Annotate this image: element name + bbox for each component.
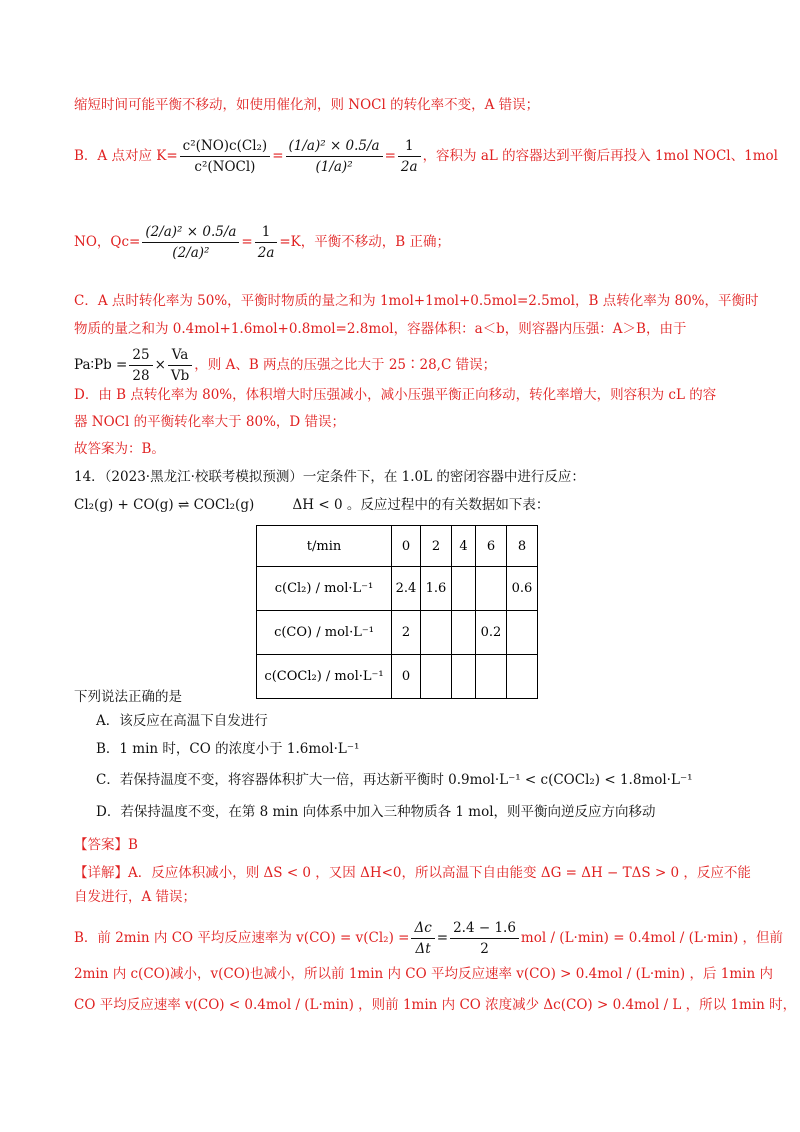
rate-fraction-2-denominator: 2 (450, 938, 519, 959)
detail-b-line-1 (74, 918, 783, 959)
detail-b-line-3: CO 平均反应速率 v(CO) < 0.4mol / (L·min) ，则前 1min 内 CO 浓度减少 Δc(CO) > 0.4mol / L ，所以 1min 时， (74, 997, 797, 1013)
detail-line-2: 自发进行，A 错误； (74, 889, 197, 905)
option-b-k-line (74, 136, 778, 177)
option-d-line-1: D．由 B 点转化率为 80%，体积增大时压强减小，减小压强平衡正向移动，转化率增大，则容积为 cL 的容 (74, 387, 717, 403)
times-sign: × (154, 357, 166, 373)
table-cell: 1.6 (421, 567, 452, 611)
option-b-prefix: B．A 点对应 K= (74, 148, 178, 164)
option-c-line-1: C．A 点时转化率为 50%，平衡时物质的量之和为 1mol+1mol+0.5mol=2.5mol，B 点转化率为 80%，平衡时 (74, 293, 759, 309)
table-cell: 0 (392, 655, 421, 699)
detail-label: 【详解】 (74, 865, 128, 881)
table-cell (507, 655, 538, 699)
rate-fraction-1-denominator: Δt (411, 938, 434, 959)
table-cell (452, 567, 476, 611)
reaction-line (74, 496, 549, 514)
pressure-fraction-2-numerator: Va (171, 347, 189, 363)
k-result-fraction (398, 136, 421, 177)
table-cell (507, 611, 538, 655)
equals-sign: = (272, 148, 284, 164)
option-b-tail: ，容积为 aL 的容器达到平衡后再投入 1mol NOCl、1mol (422, 148, 778, 164)
table-cell (421, 655, 452, 699)
table-cell (476, 655, 507, 699)
table-header-cell: 8 (507, 526, 538, 567)
detail-b-prefix: B．前 2min 内 CO 平均反应速率为 v(CO) = v(Cl₂) = (74, 930, 410, 946)
qc-fraction (142, 222, 239, 263)
answer-line (74, 836, 138, 854)
qc-result-fraction (255, 222, 278, 263)
rate-fraction-2-numerator: 2.4 − 1.6 (453, 920, 516, 936)
qc-line (74, 222, 450, 263)
option-b: B．1 min 时，CO 的浓度小于 1.6mol·L⁻¹ (96, 741, 360, 757)
table-header-cell: 0 (392, 526, 421, 567)
answer-label: 【答案】 (74, 837, 128, 853)
option-d: D．若保持温度不变，在第 8 min 向体系中加入三种物质各 1 mol，则平衡向逆反应方向移动 (96, 804, 656, 820)
table-cell (476, 567, 507, 611)
rate-fraction-1-numerator: Δc (414, 920, 432, 936)
pressure-fraction-2-denominator: Vb (168, 365, 192, 386)
pressure-fraction-2 (168, 345, 192, 386)
qc-result-denominator: 2a (255, 242, 278, 263)
k-substitution-numerator: (1/a)² × 0.5/a (288, 138, 380, 154)
k-result-numerator: 1 (404, 138, 414, 154)
pressure-fraction-1-denominator: 28 (129, 365, 152, 386)
qc-result-numerator: 1 (261, 224, 271, 240)
table-cell: c(CO) / mol·L⁻¹ (257, 611, 392, 655)
qc-numerator: (2/a)² × 0.5/a (145, 224, 237, 240)
question-prompt: 下列说法正确的是 (74, 689, 182, 705)
table-header-cell: 2 (421, 526, 452, 567)
table-cell: c(Cl₂) / mol·L⁻¹ (257, 567, 392, 611)
detail-text-a: A．反应体积减小，则 ΔS < 0 ，又因 ΔH<0，所以高温下自由能变 ΔG = ΔH − TΔS > 0 ，反应不能 (128, 865, 751, 881)
table-cell: 0.6 (507, 567, 538, 611)
detail-line-1 (74, 864, 751, 882)
k-substitution-fraction (286, 136, 383, 177)
option-a: A．该反应在高温下自发进行 (96, 713, 268, 729)
answer-value: B (128, 837, 138, 853)
option-c-line-3 (74, 345, 496, 386)
qc-tail: =K，平衡不移动，B 正确； (279, 234, 450, 250)
table-cell (452, 611, 476, 655)
rate-fraction-2 (450, 918, 519, 959)
k-result-denominator: 2a (398, 156, 421, 177)
table-cell: 0.2 (476, 611, 507, 655)
option-d-line-2: 器 NOCl 的平衡转化率大于 80%，D 错误； (74, 414, 346, 430)
table-header-cell: 4 (452, 526, 476, 567)
option-c: C．若保持温度不变，将容器体积扩大一倍，再达新平衡时 0.9mol·L⁻¹ < c(COCl₂) < 1.8mol·L⁻¹ (96, 772, 693, 788)
k-denominator: c²(NOCl) (180, 156, 271, 177)
pressure-fraction-1 (129, 345, 152, 386)
equals-sign-2: = (384, 148, 396, 164)
option-c-tail: ，则 A、B 两点的压强之比大于 25∶28,C 错误； (194, 357, 497, 373)
k-numerator: c²(NO)c(Cl₂) (182, 138, 268, 154)
qc-prefix: NO，Qc= (74, 234, 141, 250)
data-table (256, 525, 538, 699)
table-cell: c(COCl₂) / mol·L⁻¹ (257, 655, 392, 699)
detail-b-line-2: 2min 内 c(CO)减小，v(CO)也减小，所以前 1min 内 CO 平均反应速率 v(CO) > 0.4mol / (L·min) ，后 1min 内 (74, 966, 773, 982)
rate-equals: = (436, 930, 449, 946)
pressure-ratio-prefix: Pa∶Pb = (74, 357, 128, 373)
table-row (257, 567, 538, 611)
table-cell (452, 655, 476, 699)
table-header-row (257, 526, 538, 567)
table-cell: 2 (392, 611, 421, 655)
qc-equals: = (241, 234, 253, 250)
question-14-stem: 14．（2023·黑龙江·校联考模拟预测）一定条件下，在 1.0L 的密闭容器中进行反应： (74, 469, 585, 485)
rate-fraction-1 (411, 918, 434, 959)
qc-denominator: (2/a)² (142, 242, 239, 263)
previous-answer: 故答案为：B。 (74, 441, 165, 457)
table-row (257, 655, 538, 699)
k-expression-fraction (180, 136, 271, 177)
k-substitution-denominator: (1/a)² (286, 156, 383, 177)
option-c-line-2: 物质的量之和为 0.4mol+1.6mol+0.8mol=2.8mol，容器体积：a＜b，则容器内压强：A＞B，由于 (74, 321, 687, 337)
text-line-nocl-conversion: 缩短时间可能平衡不移动，如使用催化剂，则 NOCl 的转化率不变，A 错误； (74, 97, 540, 113)
detail-b-tail: mol / (L·min) = 0.4mol / (L·min) ，但前 (520, 930, 784, 946)
pressure-fraction-1-numerator: 25 (132, 347, 150, 363)
table-header-cell: 6 (476, 526, 507, 567)
table-header-cell: t/min (257, 526, 392, 567)
table-cell: 2.4 (392, 567, 421, 611)
reaction-equation: Cl₂(g) + CO(g) ⇌ COCl₂(g) (74, 497, 255, 513)
table-cell (421, 611, 452, 655)
table-row (257, 611, 538, 655)
reaction-enthalpy-text: ΔH < 0 。反应过程中的有关数据如下表： (292, 497, 550, 513)
